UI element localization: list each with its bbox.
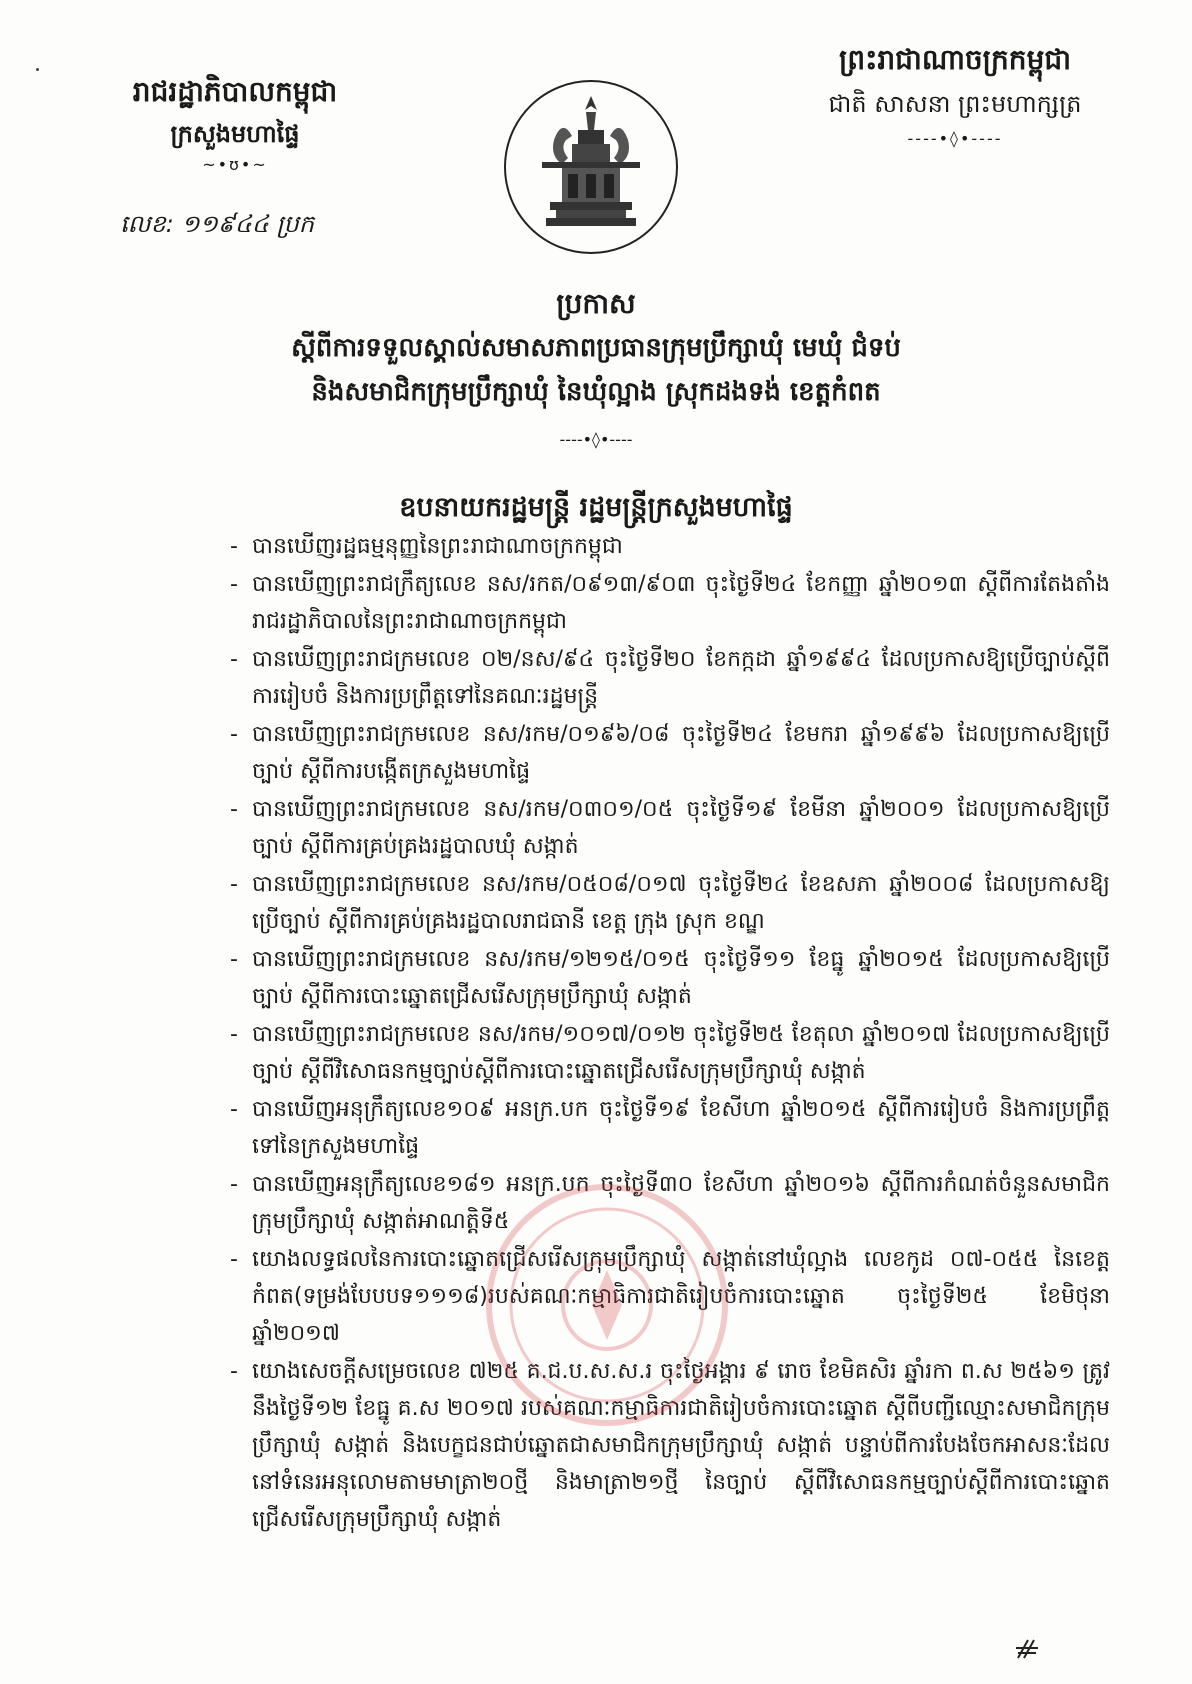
title-subject-line-1: ស្តីពីការទទួលស្គាល់សមាសភាពប្រធានក្រុមប្រឹក្សាឃុំ មេឃុំ ជំទប់ — [291, 333, 901, 363]
title-proclamation: ប្រកាស — [556, 287, 636, 320]
consideration-item: - បានឃើញព្រះរាជក្រមលេខ នស/រកម/១០១៧/០១២ ចុះថ្ងៃទី២៥ ខែតុលា ឆ្នាំ២០១៧ ដែលប្រកាសឱ្យប្រើច្បាប់ ស្តីពីវិសោធនកម្មច្បាប់ស្តីពីការបោះឆ្នោតជ្រើសរើសក្រុមប្រឹក្សាឃុំ សង្កាត់ — [230, 1022, 1110, 1084]
consideration-item: - បានឃើញព្រះរាជក្រមលេខ នស/រកម/០៥០៨/០១៧ ចុះថ្ងៃទី២៤ ខែឧសភា ឆ្នាំ២០០៨ ដែលប្រកាសឱ្យប្រើច្បាប់ ស្តីពីការគ្រប់គ្រងរដ្ឋបាលរាជធានី ខេត្ត ក្រុង ស្រុក ខណ្ឌ — [230, 872, 1110, 934]
consideration-item: - បានឃើញព្រះរាជក្រឹត្យលេខ នស/រកត/០៩១៣/៩០៣ ចុះថ្ងៃទី២៤ ខែកញ្ញា ឆ្នាំ២០១៣ ស្តីពីការតែងតាំងរាជរដ្ឋាភិបាលនៃព្រះរាជាណាចក្រកម្ពុជា — [230, 572, 1110, 634]
consideration-text: បានឃើញអនុក្រឹត្យលេខ១០៩ អនក្រ.បក ចុះថ្ងៃទី១៩ ខែសីហា ឆ្នាំ២០១៥ ស្តីពីការរៀបចំ និងការប្រព្រឹត្តទៅនៃក្រសួងមហាផ្ទៃ — [252, 1097, 1110, 1159]
consideration-text: បានឃើញព្រះរាជក្រមលេខ នស/រកម/០១៩៦/០៨ ចុះថ្ងៃទី២៤ ខែមករា ឆ្នាំ១៩៩៦ ដែលប្រកាសឱ្យប្រើច្បាប់ ស្តីពីការបង្កើតក្រសួងមហាផ្ទៃ — [252, 722, 1110, 784]
consideration-text: បានឃើញព្រះរាជក្រឹត្យលេខ នស/រកត/០៩១៣/៩០៣ ចុះថ្ងៃទី២៤ ខែកញ្ញា ឆ្នាំ២០១៣ ស្តីពីការតែងតាំងរាជរដ្ឋាភិបាលនៃព្រះរាជាណាចក្រកម្ពុជា — [252, 572, 1110, 634]
consideration-text: យោងលទ្ធផលនៃការបោះឆ្នោតជ្រើសរើសក្រុមប្រឹក្សាឃុំ សង្កាត់នៅឃុំល្អាង លេខកូដ ០៧-០៥៥ នៃខេត្តកំពត(ទម្រង់បែបបទ១១១៨)របស់គណៈកម្មាធិការជាតិរៀបចំការបោះឆ្នោត ចុះថ្ងៃទី២៥ ខែមិថុនា ឆ្នាំ២០១៧ — [252, 1247, 1110, 1346]
kingdom-name: ព្រះរាជាណាចក្រកម្ពុជា — [838, 43, 1071, 76]
consideration-text: បានឃើញព្រះរាជក្រមលេខ នស/រកម/១២១៥/០១៥ ចុះថ្ងៃទី១១ ខែធ្នូ ឆ្នាំ២០១៥ ដែលប្រកាសឱ្យប្រើច្បាប់ ស្តីពីការបោះឆ្នោតជ្រើសរើសក្រុមប្រឹក្សាឃុំ សង្កាត់ — [252, 947, 1110, 1009]
title-subject-line-2: និងសមាជិកក្រុមប្រឹក្សាឃុំ នៃឃុំល្អាង ស្រុកដងទង់ ខេត្តកំពត — [311, 377, 881, 407]
ministry-name: ក្រសួងមហាផ្ទៃ — [170, 120, 300, 148]
consideration-item: - យោងលទ្ធផលនៃការបោះឆ្នោតជ្រើសរើសក្រុមប្រឹក្សាឃុំ សង្កាត់នៅឃុំល្អាង លេខកូដ ០៧-០៥៥ នៃខេត្តកំពត(ទម្រង់បែបបទ១១១៨)របស់គណៈកម្មាធិការជាតិរៀបចំការបោះឆ្នោត ចុះថ្ងៃទី២៥ ខែមិថុនា ឆ្នាំ២០១៧ — [230, 1247, 1110, 1346]
header-ornament-right: ----•◊•---- — [907, 129, 1003, 148]
consideration-item: - យោងសេចក្តីសម្រេចលេខ ៧២៥ គ.ជ.ប.ស.ស.រ ចុះថ្ងៃអង្គារ ៩ រោច ខែមិគសិរ ឆ្នាំរកា ព.ស ២៥៦១ ត្រូវនឹងថ្ងៃទី១២ ខែធ្នូ គ.ស ២០១៧ របស់គណៈកម្មាធិការជាតិរៀបចំការបោះឆ្នោត ស្តីពីបញ្ជីឈ្មោះសមាជិកក្រុមប្រឹក្សាឃុំ សង្កាត់ និងបេក្ខជនជាប់ឆ្នោតជាសមាជិកក្រុមប្រឹក្សាឃុំ សង្កាត់ បន្ទាប់ពីការបែងចែកអាសនៈដែលនៅទំនេរអនុលោមតាមមាត្រា២០ថ្មី និងមាត្រា២១ថ្មី នៃច្បាប់ ស្តីពីវិសោធនកម្មច្បាប់ស្តីពីការបោះឆ្នោតជ្រើសរើសក្រុមប្រឹក្សាឃុំ សង្កាត់ — [230, 1359, 1110, 1532]
royal-emblem-icon — [502, 78, 680, 256]
consideration-text: បានឃើញរដ្ឋធម្មនុញ្ញនៃព្រះរាជាណាចក្រកម្ពុជា — [252, 534, 623, 559]
consideration-text: បានឃើញព្រះរាជក្រមលេខ នស/រកម/១០១៧/០១២ ចុះថ្ងៃទី២៥ ខែតុលា ឆ្នាំ២០១៧ ដែលប្រកាសឱ្យប្រើច្បាប់ ស្តីពីវិសោធនកម្មច្បាប់ស្តីពីការបោះឆ្នោតជ្រើសរើសក្រុមប្រឹក្សាឃុំ សង្កាត់ — [252, 1022, 1110, 1084]
consideration-text: យោងសេចក្តីសម្រេចលេខ ៧២៥ គ.ជ.ប.ស.ស.រ ចុះថ្ងៃអង្គារ ៩ រោច ខែមិគសិរ ឆ្នាំរកា ព.ស ២៥៦១ ត្រូវនឹងថ្ងៃទី១២ ខែធ្នូ គ.ស ២០១៧ របស់គណៈកម្មាធិការជាតិរៀបចំការបោះឆ្នោត ស្តីពីបញ្ជីឈ្មោះសមាជិកក្រុមប្រឹក្សាឃុំ សង្កាត់ និងបេក្ខជនជាប់ឆ្នោតជាសមាជិកក្រុមប្រឹក្សាឃុំ សង្កាត់ បន្ទាប់ពីការបែងចែកអាសនៈដែលនៅទំនេរអនុលោមតាមមាត្រា២០ថ្មី និងមាត្រា២១ថ្មី នៃច្បាប់ ស្តីពីវិសោធនកម្មច្បាប់ស្តីពីការបោះឆ្នោតជ្រើសរើសក្រុមប្រឹក្សាឃុំ សង្កាត់ — [252, 1359, 1110, 1532]
consideration-text: បានឃើញអនុក្រឹត្យលេខ១៨១ អនក្រ.បក ចុះថ្ងៃទី៣០ ខែសីហា ឆ្នាំ២០១៦ ស្តីពីការកំណត់ចំនួនសមាជិកក្រុមប្រឹក្សាឃុំ សង្កាត់អាណត្តិទី៥ — [252, 1172, 1110, 1234]
document-number: លេខ: ១១៩៤៤ ប្រក — [120, 210, 314, 238]
consideration-item: - បានឃើញអនុក្រឹត្យលេខ១៨១ អនក្រ.បក ចុះថ្ងៃទី៣០ ខែសីហា ឆ្នាំ២០១៦ ស្តីពីការកំណត់ចំនួនសមាជិកក្រុមប្រឹក្សាឃុំ សង្កាត់អាណត្តិទី៥ — [230, 1172, 1110, 1234]
official-stamp-icon — [482, 1180, 732, 1430]
consideration-item: - បានឃើញព្រះរាជក្រមលេខ នស/រកម/០១៩៦/០៨ ចុះថ្ងៃទី២៤ ខែមករា ឆ្នាំ១៩៩៦ ដែលប្រកាសឱ្យប្រើច្បាប់ ស្តីពីការបង្កើតក្រសួងមហាផ្ទៃ — [230, 722, 1110, 784]
consideration-item: - បានឃើញព្រះរាជក្រមលេខ ០២/នស/៩៤ ចុះថ្ងៃទី២០ ខែកក្កដា ឆ្នាំ១៩៩៤ ដែលប្រកាសឱ្យប្រើច្បាប់ស្តីពីការរៀបចំ និងការប្រព្រឹត្តទៅនៃគណៈរដ្ឋមន្ត្រី — [230, 647, 1110, 709]
scan-speck — [36, 68, 39, 71]
header-ornament-left: ~•ʊ•~ — [202, 155, 268, 174]
issuing-authority: ឧបនាយករដ្ឋមន្ត្រី រដ្ឋមន្ត្រីក្រសួងមហាផ្ទៃ — [399, 492, 793, 523]
title-divider: ----•◊•---- — [559, 430, 633, 449]
initial-mark-icon — [1014, 1636, 1040, 1662]
kingdom-header — [790, 36, 1120, 150]
consideration-item: - បានឃើញរដ្ឋធម្មនុញ្ញនៃព្រះរាជាណាចក្រកម្ពុជា — [230, 534, 623, 559]
national-motto: ជាតិ សាសនា ព្រះមហាក្សត្រ — [828, 90, 1082, 118]
consideration-text: បានឃើញព្រះរាជក្រមលេខ នស/រកម/០៣០១/០៥ ចុះថ្ងៃទី១៩ ខែមីនា ឆ្នាំ២០០១ ដែលប្រកាសឱ្យប្រើច្បាប់ ស្តីពីការគ្រប់គ្រងរដ្ឋបាលឃុំ សង្កាត់ — [252, 797, 1110, 859]
consideration-item: - បានឃើញព្រះរាជក្រមលេខ នស/រកម/០៣០១/០៥ ចុះថ្ងៃទី១៩ ខែមីនា ឆ្នាំ២០០១ ដែលប្រកាសឱ្យប្រើច្បាប់ ស្តីពីការគ្រប់គ្រងរដ្ឋបាលឃុំ សង្កាត់ — [230, 797, 1110, 859]
document-title — [200, 282, 992, 458]
government-name: រាជរដ្ឋាភិបាលកម្ពុជា — [132, 75, 338, 108]
consideration-item: - បានឃើញព្រះរាជក្រមលេខ នស/រកម/១២១៥/០១៥ ចុះថ្ងៃទី១១ ខែធ្នូ ឆ្នាំ២០១៥ ដែលប្រកាសឱ្យប្រើច្បាប់ ស្តីពីការបោះឆ្នោតជ្រើសរើសក្រុមប្រឹក្សាឃុំ សង្កាត់ — [230, 947, 1110, 1009]
consideration-text: បានឃើញព្រះរាជក្រមលេខ ០២/នស/៩៤ ចុះថ្ងៃទី២០ ខែកក្កដា ឆ្នាំ១៩៩៤ ដែលប្រកាសឱ្យប្រើច្បាប់ស្តីពីការរៀបចំ និងការប្រព្រឹត្តទៅនៃគណៈរដ្ឋមន្ត្រី — [252, 647, 1110, 709]
ministry-header — [70, 70, 400, 238]
consideration-text: បានឃើញព្រះរាជក្រមលេខ នស/រកម/០៥០៨/០១៧ ចុះថ្ងៃទី២៤ ខែឧសភា ឆ្នាំ២០០៨ ដែលប្រកាសឱ្យប្រើច្បាប់ ស្តីពីការគ្រប់គ្រងរដ្ឋបាលរាជធានី ខេត្ត ក្រុង ស្រុក ខណ្ឌ — [252, 872, 1110, 934]
consideration-item: - បានឃើញអនុក្រឹត្យលេខ១០៩ អនក្រ.បក ចុះថ្ងៃទី១៩ ខែសីហា ឆ្នាំ២០១៥ ស្តីពីការរៀបចំ និងការប្រព្រឹត្តទៅនៃក្រសួងមហាផ្ទៃ — [230, 1097, 1110, 1159]
